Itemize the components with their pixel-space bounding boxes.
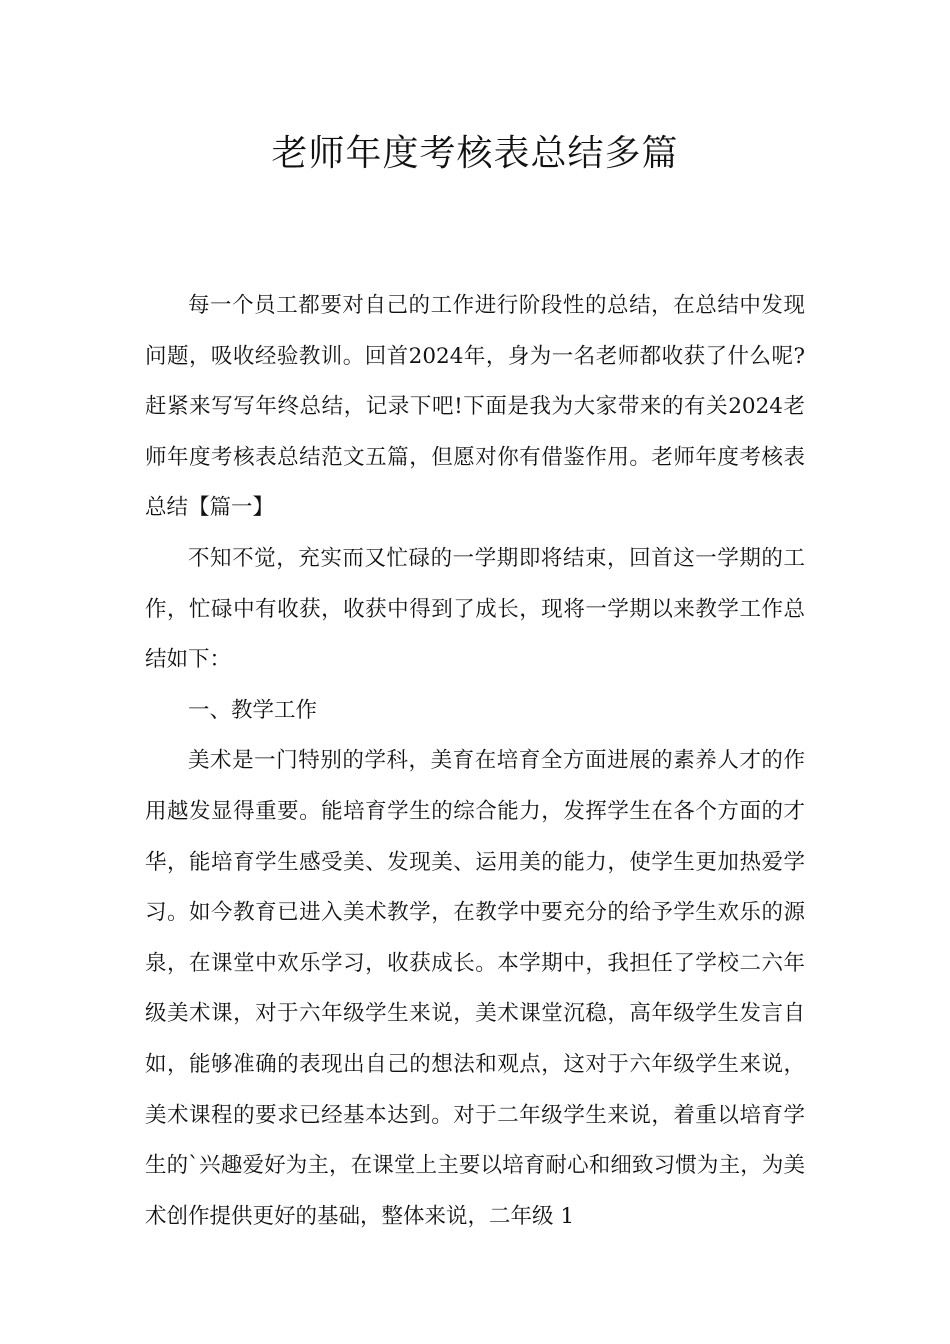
section-heading-teaching: 一、教学工作: [188, 697, 318, 723]
opening-paragraph: 不知不觉，充实而又忙碌的一学期即将结束，回首这一学期的工作，忙碌中有收获，收获中得到了成长，现将一学期以来教学工作总结如下：: [145, 545, 805, 673]
document-title: 老师年度考核表总结多篇: [271, 133, 679, 174]
teaching-paragraph: 美术是一门特别的学科，美育在培育全方面进展的素养人才的作用越发显得重要。能培育学生的综合能力，发挥学生在各个方面的才华，能培育学生感受美、发现美、运用美的能力，使学生更加热爱学习。如今教育已进入美术教学，在教学中要充分的给予学生欢乐的源泉，在课堂中欢乐学习，收获成长。本学期中，我担任了学校二六年级美术课，对于六年级学生来说，美术课堂沉稳，高年级学生发言自如，能够准确的表现出自己的想法和观点，这对于六年级学生来说，美术课程的要求已经基本达到。对于二年级学生来说，着重以培育学生的`兴趣爱好为主，在课堂上主要以培育耐心和细致习惯为主，为美术创作提供更好的基础，整体来说，二年级 1: [145, 748, 805, 1229]
intro-paragraph: 每一个员工都要对自己的工作进行阶段性的总结，在总结中发现问题，吸收经验教训。回首2024年，身为一名老师都收获了什么呢?赶紧来写写年终总结，记录下吧!下面是我为大家带来的有关2024老师年度考核表总结范文五篇，但愿对你有借鉴作用。老师年度考核表总结【篇一】: [145, 293, 805, 521]
document-body: [145, 281, 805, 1242]
